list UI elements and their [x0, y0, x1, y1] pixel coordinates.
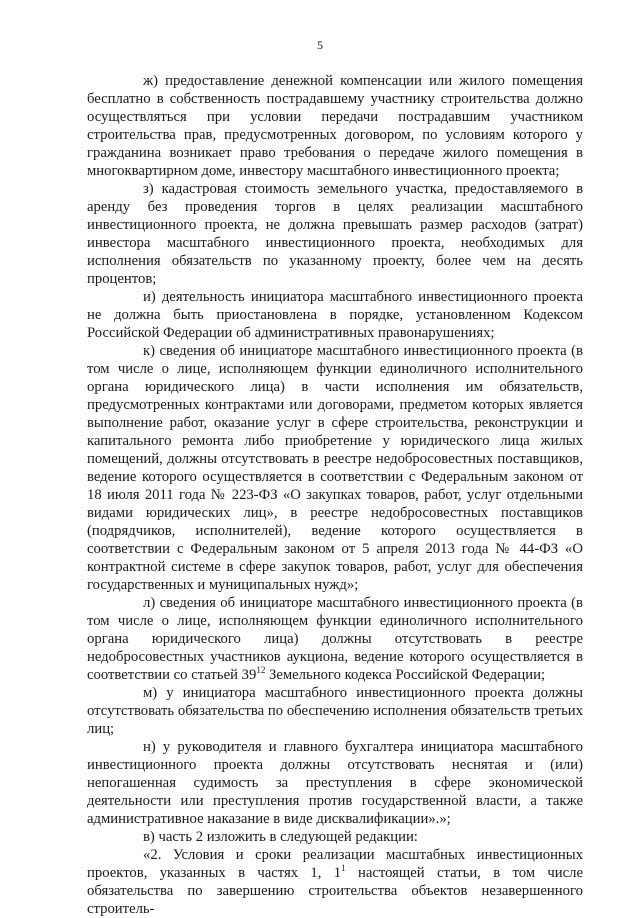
paragraph-text: и) деятельность инициатора масштабного инвестиционного проекта не должна быть приостановлена в порядке, установленном Кодексом Российской Федерации об административных правонарушениях; — [87, 289, 583, 341]
paragraph-i — [87, 288, 583, 342]
paragraph-text: настоящей статьи, в том числе обязательства по завершению строительства объектов незавершенного строитель- — [87, 865, 584, 917]
paragraph-text: в) часть 2 изложить в следующей редакции: — [143, 829, 418, 845]
superscript: 1 — [341, 863, 346, 873]
paragraph-text: н) у руководителя и главного бухгалтера инициатора масштабного инвестиционного проекта должны отсутствовать неснятая и (или) непогашенная судимость за преступления в сфере экономической деятельности или преступления против государственной власти, а также административное наказание в виде дисквалификации».»; — [87, 739, 583, 827]
paragraph-m — [87, 684, 583, 738]
paragraph-v — [87, 828, 583, 846]
paragraph-l — [87, 594, 583, 684]
paragraph-text: л) сведения об инициаторе масштабного инвестиционного проекта (в том числе о лице, исполняющем функции единоличного исполнительного органа юридического лица) должны отсутствовать в реестре недобросовестных участников аукциона, ведение которого осуществляется в соответствии со статьей 39 — [87, 595, 583, 683]
paragraph-n — [87, 738, 583, 828]
paragraph-text: з) кадастровая стоимость земельного участка, предоставляемого в аренду без проведения торгов в целях реализации масштабного инвестиционного проекта, не должна превышать размер расходов (затрат) инвестора масштабного инвестиционного проекта, необходимых для исполнения обязательств по указанному проекту, более чем на десять процентов; — [87, 181, 583, 287]
paragraph-text: м) у инициатора масштабного инвестиционного проекта должны отсутствовать обязательства по обеспечению исполнения обязательств третьих лиц; — [87, 685, 583, 737]
paragraph-text: к) сведения об инициаторе масштабного инвестиционного проекта (в том числе о лице, исполняющем функции единоличного исполнительного органа юридического лица) в части исполнения им обязательств, предусмотренных контрактами или договорами, предметом которых является выполнение работ, оказание услуг в сфере строительства, реконструкции и капитального ремонта либо приобретение у юридического лица жилых помещений, должны отсутствовать в реестре недобросовестных поставщиков, ведение которого осуществляется в соответствии с Федеральным законом от 18 июля 2011 года № 223-ФЗ «О закупках товаров, работ, услуг отдельными видами юридических лиц», в реестре недобросовестных поставщиков (подрядчиков, исполнителей), ведение которого осуществляется в соответствии с Федеральным законом от 5 апреля 2013 года № 44-ФЗ «О контрактной системе в сфере закупок товаров, работ, услуг для обеспечения государственных и муниципальных нужд»; — [87, 343, 583, 593]
page-number: 5 — [317, 38, 323, 52]
paragraph-k — [87, 342, 583, 594]
paragraph-z — [87, 180, 583, 288]
paragraph-part2 — [87, 846, 583, 918]
superscript: 12 — [256, 665, 266, 675]
document-body — [87, 0, 583, 918]
paragraph-text: ж) предоставление денежной компенсации или жилого помещения бесплатно в собственность пострадавшему участнику строительства должно осуществляться при условии передачи пострадавшим участником строительства прав, предусмотренных договором, по условиям которого у гражданина возникает право требования о передаче жилого помещения в многоквартирном доме, инвестору масштабного инвестиционного проекта; — [87, 73, 583, 179]
paragraph-text: Земельного кодекса Российской Федерации; — [265, 667, 546, 683]
paragraph-text: «2. Условия и сроки реализации масштабных инвестиционных проектов, указанных в частях 1, 1 — [87, 847, 583, 881]
paragraph-zh — [87, 72, 583, 180]
